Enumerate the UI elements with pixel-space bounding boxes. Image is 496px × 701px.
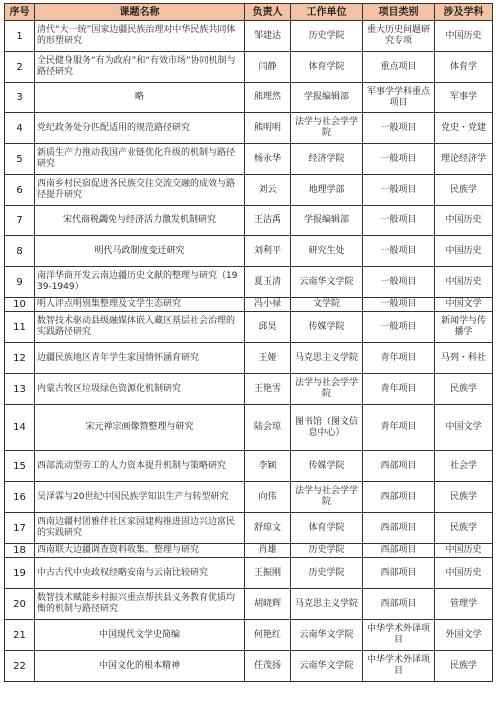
row-unit: 学报编辑部 xyxy=(291,206,363,236)
header-subject: 涉及学科 xyxy=(435,4,493,21)
row-title: 全民健身服务“有为政府”和“有效市场”协同机制与路径研究 xyxy=(35,52,245,83)
row-subject: 中国历史 xyxy=(435,206,493,236)
row-title: 党纪政务处分匹配适用的规范路径研究 xyxy=(35,113,245,144)
row-category: 一般项目 xyxy=(363,175,435,206)
row-unit: 体育学院 xyxy=(291,52,363,83)
row-leader: 邹建达 xyxy=(245,21,291,52)
table-header-row xyxy=(5,4,493,21)
row-number: 17 xyxy=(5,513,35,544)
row-category: 一般项目 xyxy=(363,144,435,175)
row-unit: 学报编辑部 xyxy=(291,83,363,113)
row-unit: 文学院 xyxy=(291,298,363,312)
row-title: 西南联大边疆调查资料收集、整理与研究 xyxy=(35,544,245,558)
row-category: 重大历史问题研究专项 xyxy=(363,21,435,52)
row-category: 一般项目 xyxy=(363,113,435,144)
row-number: 19 xyxy=(5,558,35,589)
row-category: 西部项目 xyxy=(363,589,435,620)
row-subject: 军事学 xyxy=(435,83,493,113)
row-subject: 社会学 xyxy=(435,451,493,482)
row-category: 西部项目 xyxy=(363,482,435,513)
row-number: 4 xyxy=(5,113,35,144)
row-unit: 马克思主义学院 xyxy=(291,343,363,374)
row-category: 青年项目 xyxy=(363,374,435,405)
row-unit: 马克思主义学院 xyxy=(291,589,363,620)
row-title: 明代马政制度变迁研究 xyxy=(35,236,245,267)
table-row xyxy=(5,236,493,267)
row-number: 9 xyxy=(5,267,35,298)
table-row xyxy=(5,589,493,620)
row-category: 西部项目 xyxy=(363,451,435,482)
row-number: 8 xyxy=(5,236,35,267)
row-number: 15 xyxy=(5,451,35,482)
header-title: 课题名称 xyxy=(35,4,245,21)
row-unit: 法学与社会学学院 xyxy=(291,482,363,513)
row-subject: 中国文学 xyxy=(435,405,493,451)
row-unit: 历史学院 xyxy=(291,558,363,589)
table-row xyxy=(5,312,493,343)
table-row xyxy=(5,343,493,374)
table-row xyxy=(5,558,493,589)
row-number: 6 xyxy=(5,175,35,206)
project-table xyxy=(4,3,493,682)
row-category: 一般项目 xyxy=(363,206,435,236)
row-leader: 熊明明 xyxy=(245,113,291,144)
row-title: 数智技术赋能乡村振兴重点帮扶县义务教育优质均衡的机制与路径研究 xyxy=(35,589,245,620)
row-title: 明人评点明别集整理及文学生态研究 xyxy=(35,298,245,312)
row-unit: 云南华文学院 xyxy=(291,651,363,682)
row-number: 10 xyxy=(5,298,35,312)
row-number: 18 xyxy=(5,544,35,558)
row-title: 宋元禅宗画像赞整理与研究 xyxy=(35,405,245,451)
row-subject: 中国历史 xyxy=(435,267,493,298)
row-category: 西部项目 xyxy=(363,558,435,589)
row-title: 西部流动型劳工的人力资本提升机制与策略研究 xyxy=(35,451,245,482)
row-leader: 王娅 xyxy=(245,343,291,374)
row-subject: 民族学 xyxy=(435,651,493,682)
row-leader: 熊理然 xyxy=(245,83,291,113)
row-title: 西南乡村民宿促进各民族交往交流交融的成效与路径提升研究 xyxy=(35,175,245,206)
header-unit: 工作单位 xyxy=(291,4,363,21)
row-subject: 管理学 xyxy=(435,589,493,620)
row-leader: 李颖 xyxy=(245,451,291,482)
row-subject: 马列・科社 xyxy=(435,343,493,374)
row-category: 青年项目 xyxy=(363,405,435,451)
row-subject: 中国历史 xyxy=(435,544,493,558)
table-row xyxy=(5,544,493,558)
row-category: 一般项目 xyxy=(363,267,435,298)
row-number: 3 xyxy=(5,83,35,113)
row-subject: 外国文学 xyxy=(435,620,493,651)
row-subject: 中国历史 xyxy=(435,558,493,589)
row-category: 军事学学科重点项目 xyxy=(363,83,435,113)
row-subject: 新闻学与传播学 xyxy=(435,312,493,343)
row-category: 西部项目 xyxy=(363,544,435,558)
row-subject: 中国文学 xyxy=(435,298,493,312)
row-unit: 研究生处 xyxy=(291,236,363,267)
row-subject: 民族学 xyxy=(435,175,493,206)
row-subject: 民族学 xyxy=(435,513,493,544)
row-subject: 民族学 xyxy=(435,374,493,405)
row-leader: 何艳红 xyxy=(245,620,291,651)
row-number: 14 xyxy=(5,405,35,451)
row-number: 16 xyxy=(5,482,35,513)
table-row xyxy=(5,513,493,544)
row-leader: 刘利平 xyxy=(245,236,291,267)
row-title: 中国文化的根本精神 xyxy=(35,651,245,682)
row-title: 中古古代中央政权经略安南与云南比较研究 xyxy=(35,558,245,589)
row-title: 略 xyxy=(35,83,245,113)
table-row xyxy=(5,651,493,682)
row-unit: 图书馆（图文信息中心） xyxy=(291,405,363,451)
row-leader: 刘云 xyxy=(245,175,291,206)
row-title: 中国现代文学史简编 xyxy=(35,620,245,651)
row-number: 12 xyxy=(5,343,35,374)
row-unit: 云南华文学院 xyxy=(291,620,363,651)
row-unit: 历史学院 xyxy=(291,544,363,558)
row-title: 宋代商税蠲免与经济活力激发机制研究 xyxy=(35,206,245,236)
row-number: 1 xyxy=(5,21,35,52)
table-row xyxy=(5,52,493,83)
row-category: 青年项目 xyxy=(363,343,435,374)
table-row xyxy=(5,113,493,144)
table-row xyxy=(5,83,493,113)
row-leader: 向伟 xyxy=(245,482,291,513)
row-unit: 地理学部 xyxy=(291,175,363,206)
row-subject: 民族学 xyxy=(435,482,493,513)
row-unit: 历史学院 xyxy=(291,21,363,52)
row-unit: 云南华文学院 xyxy=(291,267,363,298)
row-category: 一般项目 xyxy=(363,298,435,312)
row-unit: 法学与社会学学院 xyxy=(291,113,363,144)
row-unit: 法学与社会学学院 xyxy=(291,374,363,405)
row-title: 边疆民族地区青年学生家国情怀涵育研究 xyxy=(35,343,245,374)
row-number: 20 xyxy=(5,589,35,620)
table-row xyxy=(5,620,493,651)
row-subject: 中国历史 xyxy=(435,21,493,52)
row-subject: 体育学 xyxy=(435,52,493,83)
row-leader: 肖雄 xyxy=(245,544,291,558)
header-no: 序号 xyxy=(5,4,35,21)
row-leader: 王艳雪 xyxy=(245,374,291,405)
row-title: 吴泽霖与20世纪中国民族学知识生产与转型研究 xyxy=(35,482,245,513)
row-subject: 党史・党建 xyxy=(435,113,493,144)
table-row xyxy=(5,175,493,206)
row-subject: 理论经济学 xyxy=(435,144,493,175)
row-leader: 夏玉清 xyxy=(245,267,291,298)
row-title: 南洋华商开发云南边疆历史文献的整理与研究（1939-1949） xyxy=(35,267,245,298)
row-title: 清代“大一统”国家边疆民族治理对中华民族共同体的形塑研究 xyxy=(35,21,245,52)
row-category: 中华学术外译项目 xyxy=(363,620,435,651)
row-number: 21 xyxy=(5,620,35,651)
table-row xyxy=(5,482,493,513)
row-category: 一般项目 xyxy=(363,312,435,343)
row-unit: 体育学院 xyxy=(291,513,363,544)
header-category: 项目类别 xyxy=(363,4,435,21)
row-number: 5 xyxy=(5,144,35,175)
row-title: 数智技术驱动县级融媒体嵌入藏区基层社会治理的实践路径研究 xyxy=(35,312,245,343)
row-leader: 陆会琼 xyxy=(245,405,291,451)
row-number: 11 xyxy=(5,312,35,343)
row-leader: 任茂扬 xyxy=(245,651,291,682)
row-category: 重点项目 xyxy=(363,52,435,83)
table-row xyxy=(5,21,493,52)
row-unit: 经济学院 xyxy=(291,144,363,175)
table-row xyxy=(5,405,493,451)
header-leader: 负责人 xyxy=(245,4,291,21)
row-title: 新质生产力推动我国产业链优化升级的机制与路径研究 xyxy=(35,144,245,175)
table-row xyxy=(5,144,493,175)
row-leader: 闫静 xyxy=(245,52,291,83)
row-category: 一般项目 xyxy=(363,236,435,267)
row-leader: 王振刚 xyxy=(245,558,291,589)
row-title: 西南边疆村团雅伴社区家园建构推进固边兴边富民的实践研究 xyxy=(35,513,245,544)
row-leader: 舒琼文 xyxy=(245,513,291,544)
table-row xyxy=(5,298,493,312)
table-row xyxy=(5,206,493,236)
row-number: 7 xyxy=(5,206,35,236)
row-leader: 王洁禹 xyxy=(245,206,291,236)
table-row xyxy=(5,374,493,405)
table-row xyxy=(5,451,493,482)
row-unit: 传媒学院 xyxy=(291,451,363,482)
row-leader: 胡晓辉 xyxy=(245,589,291,620)
row-unit: 传媒学院 xyxy=(291,312,363,343)
row-category: 中华学术外译项目 xyxy=(363,651,435,682)
row-number: 13 xyxy=(5,374,35,405)
table-row xyxy=(5,267,493,298)
row-number: 2 xyxy=(5,52,35,83)
row-title: 内蒙古牧区垃圾绿色资源化机制研究 xyxy=(35,374,245,405)
row-leader: 邱昊 xyxy=(245,312,291,343)
row-number: 22 xyxy=(5,651,35,682)
row-category: 西部项目 xyxy=(363,513,435,544)
row-subject: 中国历史 xyxy=(435,236,493,267)
row-leader: 冯小禄 xyxy=(245,298,291,312)
row-leader: 杨永华 xyxy=(245,144,291,175)
